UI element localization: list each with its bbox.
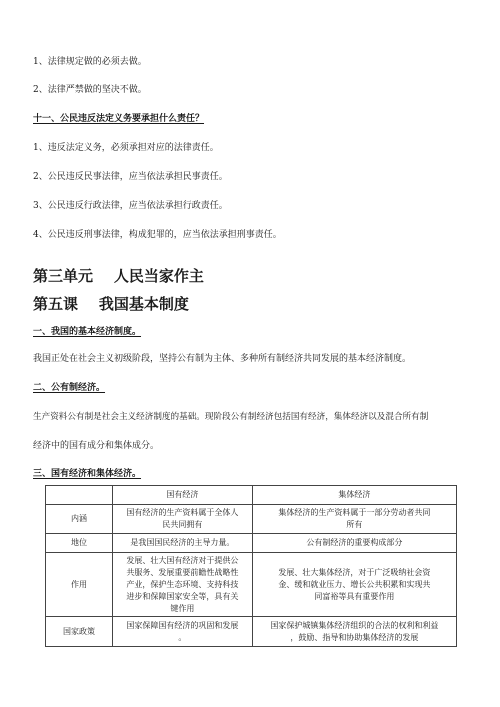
cell-line: 发展、壮大集体经济，对于广泛吸纳社会资 bbox=[278, 567, 431, 577]
table-row bbox=[46, 505, 457, 534]
unit-title: 第三单元 人民当家作主 bbox=[33, 267, 204, 285]
law-item-1: 1、法律规定做的必须去做。 bbox=[33, 57, 147, 67]
section-1-heading: 一、我国的基本经济制度。 bbox=[33, 327, 142, 337]
cell-line: 键作用 bbox=[170, 603, 195, 613]
table-cell bbox=[113, 617, 253, 647]
table-cell bbox=[113, 534, 253, 553]
table-cell bbox=[252, 534, 456, 553]
cell-line: 国有经济的生产资料属于全体人 bbox=[126, 508, 239, 517]
section-11-item-4: 4、公民违反刑事法律，构成犯罪的，应当依法承担刑事责任。 bbox=[33, 230, 282, 240]
table-row bbox=[46, 617, 457, 647]
economy-comparison-table bbox=[45, 485, 457, 647]
row-label: 地位 bbox=[46, 534, 113, 553]
cell-line: 共服务、发展重要前瞻性战略性 bbox=[126, 567, 239, 577]
row-label: 国家政策 bbox=[46, 617, 113, 647]
table-cell bbox=[252, 553, 456, 617]
section-11-item-1: 1、违反法定义务，必须承担对应的法律责任。 bbox=[33, 143, 219, 153]
cell-line: 金、缓和就业压力、增长公共积累和实现共 bbox=[278, 579, 431, 589]
cell-line: 国家保障国有经济的巩固和发展 bbox=[126, 620, 239, 630]
cell-line: 民共同拥有 bbox=[162, 520, 203, 529]
row-label: 作用 bbox=[46, 553, 113, 617]
table-cell bbox=[113, 505, 253, 534]
section-11-item-3: 3、公民违反行政法律，应当依法承担行政责任。 bbox=[33, 201, 228, 211]
table-header-row bbox=[46, 486, 457, 505]
cell-line: 所有 bbox=[346, 520, 363, 529]
section-3-heading: 三、国有经济和集体经济。 bbox=[33, 469, 142, 479]
cell-line: 产业，保护生态环境、支持科技 bbox=[126, 579, 239, 589]
table-row bbox=[46, 553, 457, 617]
cell-line: 。 bbox=[178, 632, 187, 642]
law-item-2: 2、法律严禁做的坚决不做。 bbox=[33, 85, 147, 95]
cell-line: 国家保护城镇集体经济组织的合法的权利和利益 bbox=[270, 620, 439, 630]
table-header-cell: 集体经济 bbox=[252, 486, 456, 505]
section-2-text-line-2: 经济中的国有成分和集体成分。 bbox=[33, 441, 160, 451]
table-cell bbox=[252, 617, 456, 647]
cell-line: 集体经济的生产资料属于一部分劳动者共同 bbox=[278, 508, 431, 517]
cell-line: ，鼓励、指导和协助集体经济的发展 bbox=[290, 632, 419, 642]
table-row bbox=[46, 534, 457, 553]
lesson-title: 第五课 我国基本制度 bbox=[33, 295, 189, 313]
row-label: 内涵 bbox=[46, 505, 113, 534]
section-2-text-line-1: 生产资料公有制是社会主义经济制度的基础。现阶段公有制经济包括国有经济，集体经济以及混合所有制 bbox=[33, 412, 429, 422]
cell-line: 进步和保障国家安全等，具有关 bbox=[126, 591, 239, 601]
cell-line: 发展、壮大国有经济对于提供公 bbox=[126, 555, 239, 565]
table-cell bbox=[113, 553, 253, 617]
section-11-item-2: 2、公民违反民事法律，应当依法承担民事责任。 bbox=[33, 172, 228, 182]
cell-line: 同富裕等具有重要作用 bbox=[314, 591, 395, 601]
section-11-heading: 十一、公民违反法定义务要承担什么责任？ bbox=[33, 114, 205, 124]
table-header-cell bbox=[46, 486, 113, 505]
section-2-heading: 二、公有制经济。 bbox=[33, 383, 106, 393]
section-1-text: 我国正处在社会主义初级阶段，坚持公有制为主体、多种所有制经济共同发展的基本经济制度。 bbox=[33, 354, 412, 364]
cell-line: 公有制经济的重要构成部分 bbox=[306, 538, 403, 547]
table-header-cell: 国有经济 bbox=[113, 486, 253, 505]
cell-line: 是我国国民经济的主导力量。 bbox=[130, 538, 235, 547]
table-cell bbox=[252, 505, 456, 534]
